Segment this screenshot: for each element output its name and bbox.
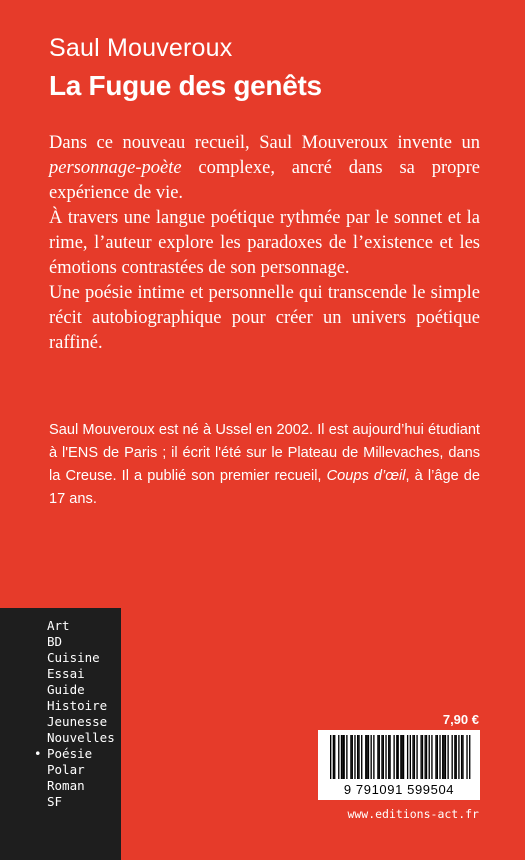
barcode-bar <box>330 735 331 779</box>
collection-item <box>0 730 121 746</box>
barcode-bar <box>447 735 448 779</box>
collection-item-label: Polar <box>47 762 85 777</box>
barcode-bar <box>368 735 369 779</box>
barcode-bar <box>385 735 386 779</box>
barcode-bar <box>429 735 430 779</box>
barcode <box>318 730 480 800</box>
barcode-bar <box>381 735 382 779</box>
collection-item-label: Jeunesse <box>47 714 108 729</box>
barcode-bar <box>365 735 366 779</box>
collection-item-label: Guide <box>47 682 85 697</box>
barcode-bar <box>346 735 347 779</box>
collection-item <box>0 762 121 778</box>
bullet-icon: • <box>34 746 42 761</box>
barcode-bar <box>469 735 470 779</box>
collection-item <box>0 714 121 730</box>
collection-item <box>0 634 121 650</box>
collection-list-panel <box>0 608 121 860</box>
barcode-bar <box>431 735 432 779</box>
barcode-bar <box>452 735 453 779</box>
barcode-bar <box>366 735 367 779</box>
barcode-bar <box>383 735 384 779</box>
barcode-bar <box>379 735 380 779</box>
collection-item <box>0 746 121 762</box>
bio-text: , à l’âge de 17 ans. <box>49 468 481 507</box>
barcode-bar <box>389 735 390 779</box>
collection-item-label: Art <box>47 618 70 633</box>
collection-item-label: Histoire <box>47 698 108 713</box>
blurb-paragraph-2: À travers une langue poétique rythmée par le sonnet et la rime, l’auteur explore les paradoxes de l’existence et les émotions contrastées de son personnage. <box>49 208 480 278</box>
barcode-bar <box>350 735 351 779</box>
barcode-bar <box>466 735 467 779</box>
blurb-emphasis: personnage-poète <box>49 158 182 178</box>
author-name: Saul Mouveroux <box>49 34 233 62</box>
barcode-bar <box>344 735 345 779</box>
barcode-bar <box>354 735 355 779</box>
barcode-bar <box>416 735 417 779</box>
barcode-bar <box>402 735 403 779</box>
price-label: 7,90 € <box>442 712 479 727</box>
barcode-bar <box>403 735 404 779</box>
barcode-bar <box>396 735 397 779</box>
barcode-bar <box>425 735 426 779</box>
collection-list <box>0 608 121 810</box>
barcode-bar <box>373 735 374 779</box>
barcode-bar <box>358 735 359 779</box>
collection-item-label: Poésie <box>47 746 93 761</box>
barcode-bar <box>426 735 427 779</box>
blurb-text: Dans ce nouveau recueil, Saul Mouveroux invente un <box>49 133 480 153</box>
barcode-bar <box>371 735 372 779</box>
barcode-bar <box>435 735 436 779</box>
barcode-bar <box>338 735 339 779</box>
barcode-bar <box>439 735 440 779</box>
barcode-bar <box>341 735 342 779</box>
barcode-bar <box>342 735 343 779</box>
collection-item-label: SF <box>47 794 63 809</box>
barcode-bar <box>334 735 335 779</box>
collection-item-label: Essai <box>47 666 85 681</box>
barcode-bar <box>461 735 462 779</box>
bio-text: Saul Mouveroux est né à Ussel en 2002. Il est aujourd’hui étudiant à l'ENS de Paris ; il écrit l'été sur le Plateau de Millevaches, dans la Creuse. Il a publié son premier recueil, <box>49 422 480 484</box>
book-title: La Fugue des genêts <box>49 70 322 101</box>
collection-item <box>0 794 121 810</box>
author-bio <box>49 419 480 511</box>
barcode-bar <box>422 735 423 779</box>
barcode-bar <box>410 735 411 779</box>
collection-item-label: BD <box>47 634 63 649</box>
collection-item <box>0 778 121 794</box>
barcode-bar <box>412 735 413 779</box>
blurb-text: complexe, ancré dans sa propre expérience de vie. <box>49 158 480 203</box>
barcode-bar <box>388 735 389 779</box>
barcode-bar <box>407 735 408 779</box>
barcode-bar <box>437 735 438 779</box>
collection-item-label: Nouvelles <box>47 730 115 745</box>
collection-item <box>0 666 121 682</box>
barcode-bar <box>352 735 353 779</box>
barcode-bar <box>445 735 446 779</box>
blurb-paragraph-1 <box>49 131 480 206</box>
barcode-bar <box>462 735 463 779</box>
collection-item-label: Roman <box>47 778 85 793</box>
barcode-bar <box>377 735 378 779</box>
collection-item <box>0 682 121 698</box>
collection-item-label: Cuisine <box>47 650 100 665</box>
collection-item <box>0 618 121 634</box>
isbn-number: 9 791091 599504 <box>343 782 455 797</box>
barcode-bar <box>458 735 459 779</box>
blurb-paragraph-3: Une poésie intime et personnelle qui transcende le simple récit autobiographique pour créer un univers poétique raffiné. <box>49 283 480 353</box>
publisher-website: www.editions-act.fr <box>347 807 479 821</box>
barcode-bar <box>393 735 394 779</box>
barcode-bar <box>443 735 444 779</box>
barcode-bars <box>318 730 480 782</box>
barcode-bar <box>400 735 401 779</box>
barcode-bar <box>414 735 415 779</box>
barcode-bar <box>442 735 443 779</box>
collection-item <box>0 650 121 666</box>
barcode-bar <box>398 735 399 779</box>
bio-emphasis: Coups d’œil <box>326 468 406 484</box>
barcode-bar <box>420 735 421 779</box>
barcode-bar <box>357 735 358 779</box>
barcode-bar <box>333 735 334 779</box>
collection-item <box>0 698 121 714</box>
barcode-bar <box>454 735 455 779</box>
barcode-bar <box>456 735 457 779</box>
barcode-bar <box>361 735 362 779</box>
